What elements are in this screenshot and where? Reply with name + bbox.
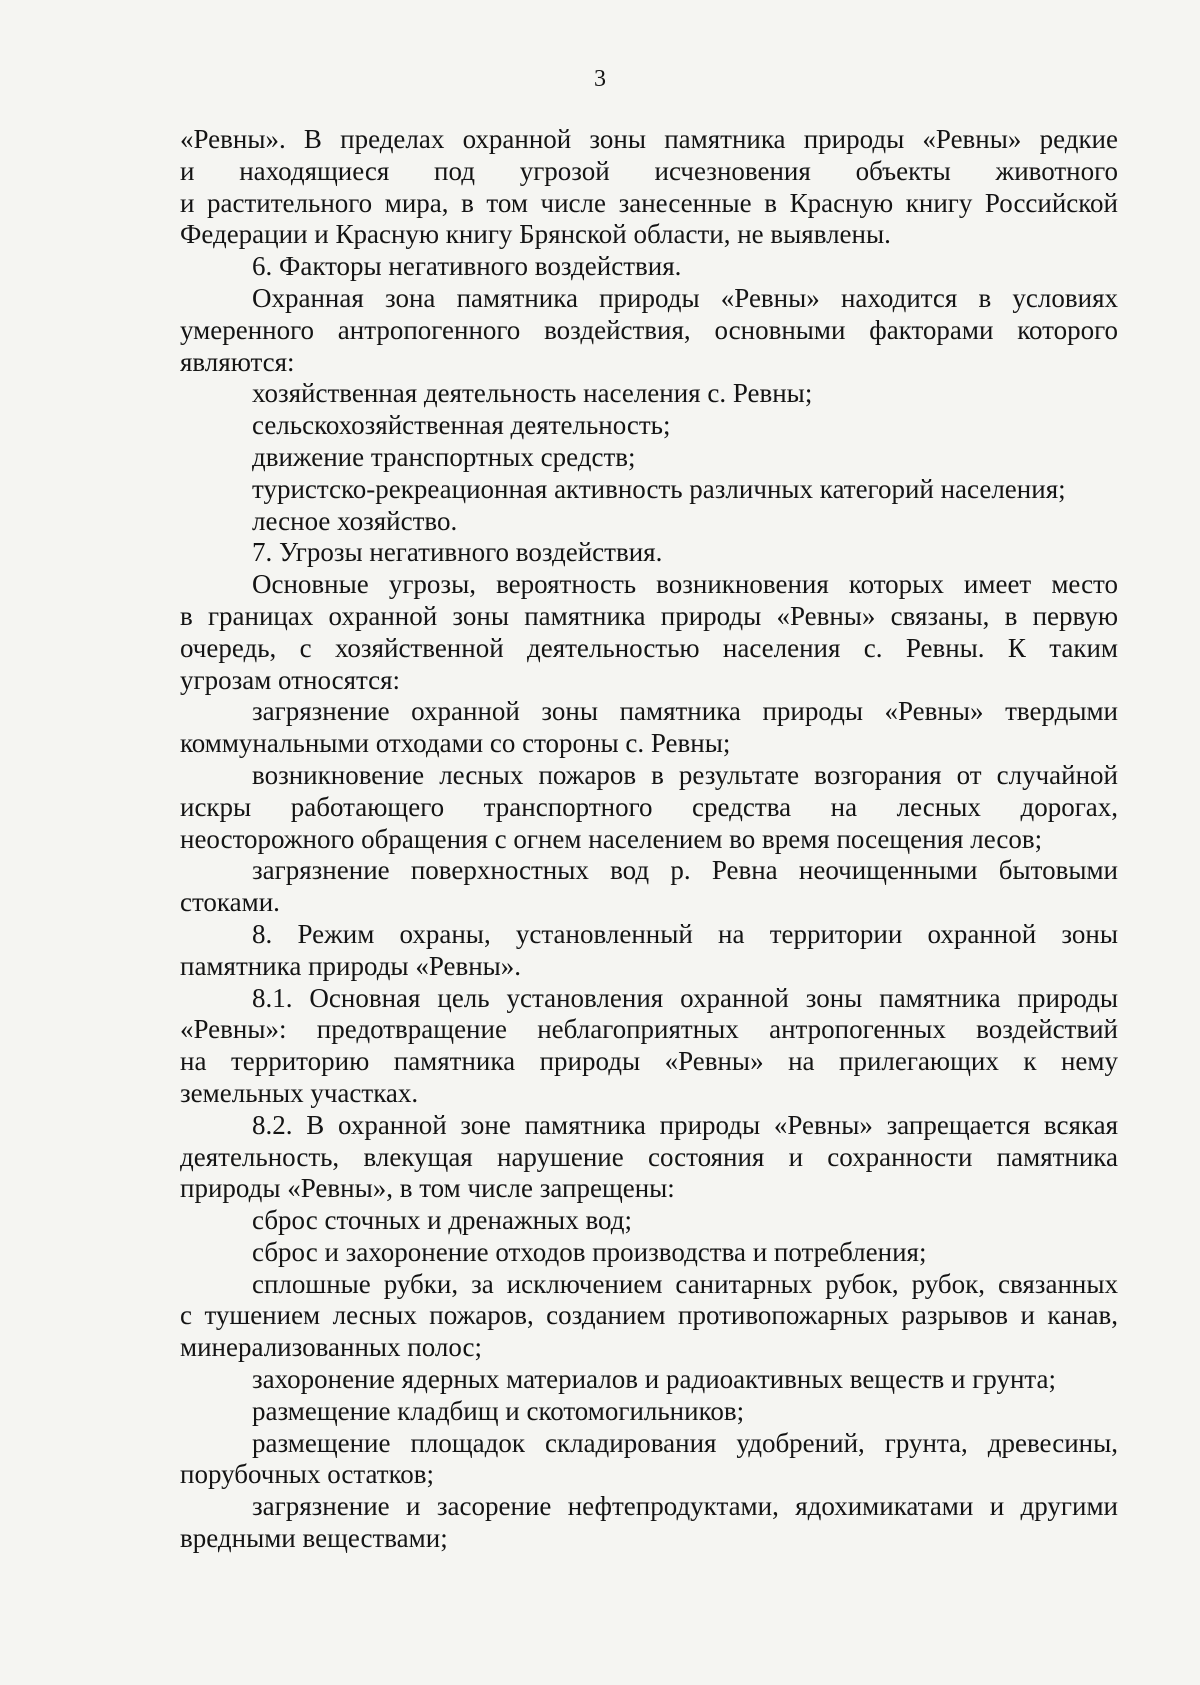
- text-line: на территорию памятника природы «Ревны» на прилегающих к нему: [180, 1046, 1118, 1077]
- text-line: деятельность, влекущая нарушение состояния и сохранности памятника: [180, 1141, 1118, 1172]
- text-line: искры работающего транспортного средства на лесных дорогах,: [180, 791, 1118, 822]
- text-line: 8.1. Основная цель установления охранной зоны памятника природы: [252, 982, 1118, 1013]
- text-line: загрязнение охранной зоны памятника природы «Ревны» твердыми: [252, 696, 1118, 727]
- text-line: «Ревны»: предотвращение неблагоприятных антропогенных воздействий: [180, 1014, 1118, 1045]
- text-line: очередь, с хозяйственной деятельностью населения с. Ревны. К таким: [180, 632, 1118, 663]
- text-line: 8. Режим охраны, установленный на территории охранной зоны: [252, 918, 1118, 949]
- text-line: природы «Ревны», в том числе запрещены:: [180, 1173, 675, 1204]
- text-line: сброс и захоронение отходов производства и потребления;: [252, 1236, 927, 1267]
- text-line: являются:: [180, 346, 295, 377]
- text-line: захоронение ядерных материалов и радиоактивных веществ и грунта;: [252, 1364, 1057, 1395]
- text-line: вредными веществами;: [180, 1523, 448, 1554]
- text-line: и находящиеся под угрозой исчезновения объекты животного: [180, 155, 1118, 186]
- text-line: загрязнение и засорение нефтепродуктами, ядохимикатами и другими: [252, 1491, 1118, 1522]
- text-line: и растительного мира, в том числе занесенные в Красную книгу Российской: [180, 187, 1118, 218]
- text-line: сброс сточных и дренажных вод;: [252, 1205, 632, 1236]
- text-line: коммунальными отходами со стороны с. Ревны;: [180, 728, 731, 759]
- text-line: с тушением лесных пожаров, созданием противопожарных разрывов и канав,: [180, 1300, 1118, 1331]
- text-line: «Ревны». В пределах охранной зоны памятника природы «Ревны» редкие: [180, 124, 1118, 154]
- text-line: порубочных остатков;: [180, 1459, 435, 1490]
- text-line: сплошные рубки, за исключением санитарных рубок, рубок, связанных: [252, 1268, 1118, 1299]
- text-line: памятника природы «Ревны».: [180, 950, 522, 981]
- text-line: движение транспортных средств;: [252, 441, 636, 472]
- text-line: в границах охранной зоны памятника природы «Ревны» связаны, в первую: [180, 600, 1118, 631]
- text-line: стоками.: [180, 887, 280, 918]
- text-line: загрязнение поверхностных вод р. Ревна неочищенными бытовыми: [252, 855, 1118, 886]
- text-line: 6. Факторы негативного воздействия.: [252, 251, 682, 282]
- text-line: туристско-рекреационная активность различных категорий населения;: [252, 473, 1066, 504]
- text-line: неосторожного обращения с огнем населением во время посещения лесов;: [180, 823, 1043, 854]
- text-line: Охранная зона памятника природы «Ревны» находится в условиях: [252, 282, 1118, 313]
- text-line: угрозам относятся:: [180, 664, 401, 695]
- text-line: Основные угрозы, вероятность возникновения которых имеет место: [252, 569, 1118, 600]
- text-line: возникновение лесных пожаров в результате возгорания от случайной: [252, 759, 1118, 790]
- text-line: умеренного антропогенного воздействия, основными факторами которого: [180, 314, 1118, 345]
- text-line: хозяйственная деятельность населения с. Ревны;: [252, 378, 813, 409]
- text-line: размещение кладбищ и скотомогильников;: [252, 1395, 745, 1426]
- text-line: Федерации и Красную книгу Брянской области, не выявлены.: [180, 219, 891, 250]
- text-line: размещение площадок складирования удобрений, грунта, древесины,: [252, 1427, 1118, 1458]
- page-number: 3: [594, 66, 606, 92]
- document-body: [180, 124, 1118, 1555]
- text-line: лесное хозяйство.: [252, 505, 458, 536]
- text-line: земельных участках.: [180, 1077, 419, 1108]
- text-line: 8.2. В охранной зоне памятника природы «Ревны» запрещается всякая: [252, 1109, 1118, 1140]
- text-line: сельскохозяйственная деятельность;: [252, 410, 671, 441]
- text-line: 7. Угрозы негативного воздействия.: [252, 537, 663, 568]
- text-line: минерализованных полос;: [180, 1332, 483, 1363]
